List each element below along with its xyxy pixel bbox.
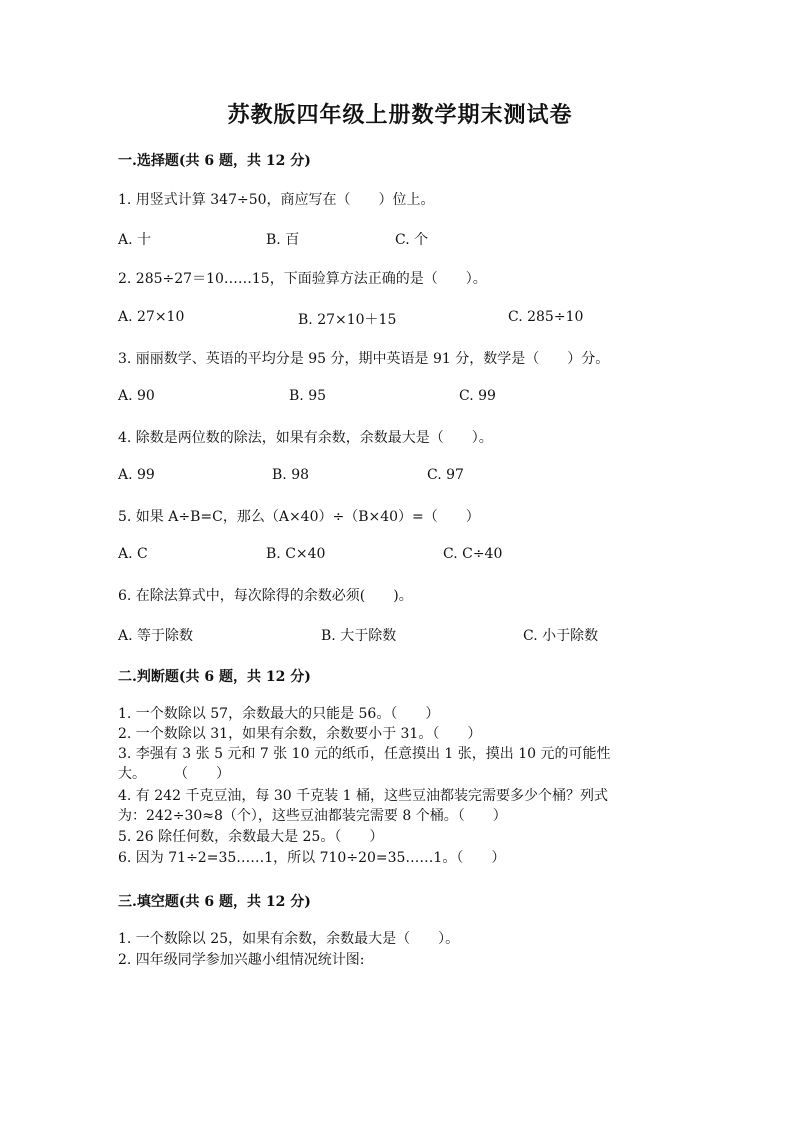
true-false-item-5: 5. 26 除任何数，余数最大是 25。（ ） [118,829,384,845]
true-false-item-4: 4. 有 242 千克豆油，每 30 千克装 1 桶，这些豆油都装完需要多少个桶？列式 [118,788,608,804]
choice-options-3 [118,388,718,408]
true-false-item-4-cont: 为：242÷30≈8（个），这些豆油都装完需要 8 个桶。（ ） [118,808,507,824]
true-false-item-3: 3. 李强有 3 张 5 元和 7 张 10 元的纸币，任意摸出 1 张，摸出 10 元的可能性 [118,746,611,762]
option-a[interactable]: A. C [118,546,148,562]
option-c[interactable]: C. C÷40 [443,546,503,562]
option-a[interactable]: A. 99 [118,467,155,483]
option-a[interactable]: A. 90 [118,388,155,404]
option-c[interactable]: C. 99 [459,388,496,404]
true-false-item-2: 2. 一个数除以 31，如果有余数，余数要小于 31。（ ） [118,726,482,742]
choice-question-3: 3. 丽丽数学、英语的平均分是 95 分，期中英语是 91 分，数学是（ ）分。 [118,351,610,367]
choice-options-6 [118,625,718,645]
option-b[interactable]: B. 95 [289,388,327,404]
choice-options-1 [118,229,718,249]
choice-options-5 [118,546,718,566]
choice-options-2 [118,309,718,329]
option-b[interactable]: B. 大于除数 [321,628,397,644]
option-b[interactable]: B. 98 [272,467,310,483]
fill-blank-item-2: 2. 四年级同学参加兴趣小组情况统计图: [118,952,365,968]
true-false-item-3-cont: 大。 （ ） [118,766,230,782]
option-c[interactable]: C. 个 [395,232,429,248]
option-a[interactable]: A. 等于除数 [118,628,194,644]
page-title: 苏教版四年级上册数学期末测试卷 [227,102,573,128]
option-b[interactable]: B. 27×10＋15 [298,312,397,328]
section-heading-fill-blank: 三.填空题(共 6 题，共 12 分) [118,894,311,910]
option-a[interactable]: A. 27×10 [118,309,185,325]
option-c[interactable]: C. 小于除数 [523,628,599,644]
option-c[interactable]: C. 285÷10 [508,309,584,325]
section-heading-choice: 一.选择题(共 6 题，共 12 分) [118,153,311,169]
choice-question-2: 2. 285÷27＝10……15，下面验算方法正确的是（ ）。 [118,271,487,287]
option-c[interactable]: C. 97 [427,467,464,483]
true-false-item-1: 1. 一个数除以 57，余数最大的只能是 56。（ ） [118,706,440,722]
option-b[interactable]: B. 百 [266,232,300,248]
choice-question-6: 6. 在除法算式中，每次除得的余数必须( )。 [118,588,413,604]
section-heading-true-false: 二.判断题(共 6 题，共 12 分) [118,669,311,685]
option-a[interactable]: A. 十 [118,232,152,248]
option-b[interactable]: B. C×40 [266,546,326,562]
choice-question-4: 4. 除数是两位数的除法，如果有余数，余数最大是（ ）。 [118,430,493,446]
fill-blank-item-1: 1. 一个数除以 25，如果有余数，余数最大是（ ）。 [118,931,460,947]
choice-options-4 [118,467,718,487]
choice-question-5: 5. 如果 A÷B=C，那么（A×40）÷（B×40）=（ ） [118,509,480,525]
choice-question-1: 1. 用竖式计算 347÷50，商应写在（ ）位上。 [118,192,435,208]
true-false-item-6: 6. 因为 71÷2=35……1，所以 710÷20=35……1。（ ） [118,850,506,866]
